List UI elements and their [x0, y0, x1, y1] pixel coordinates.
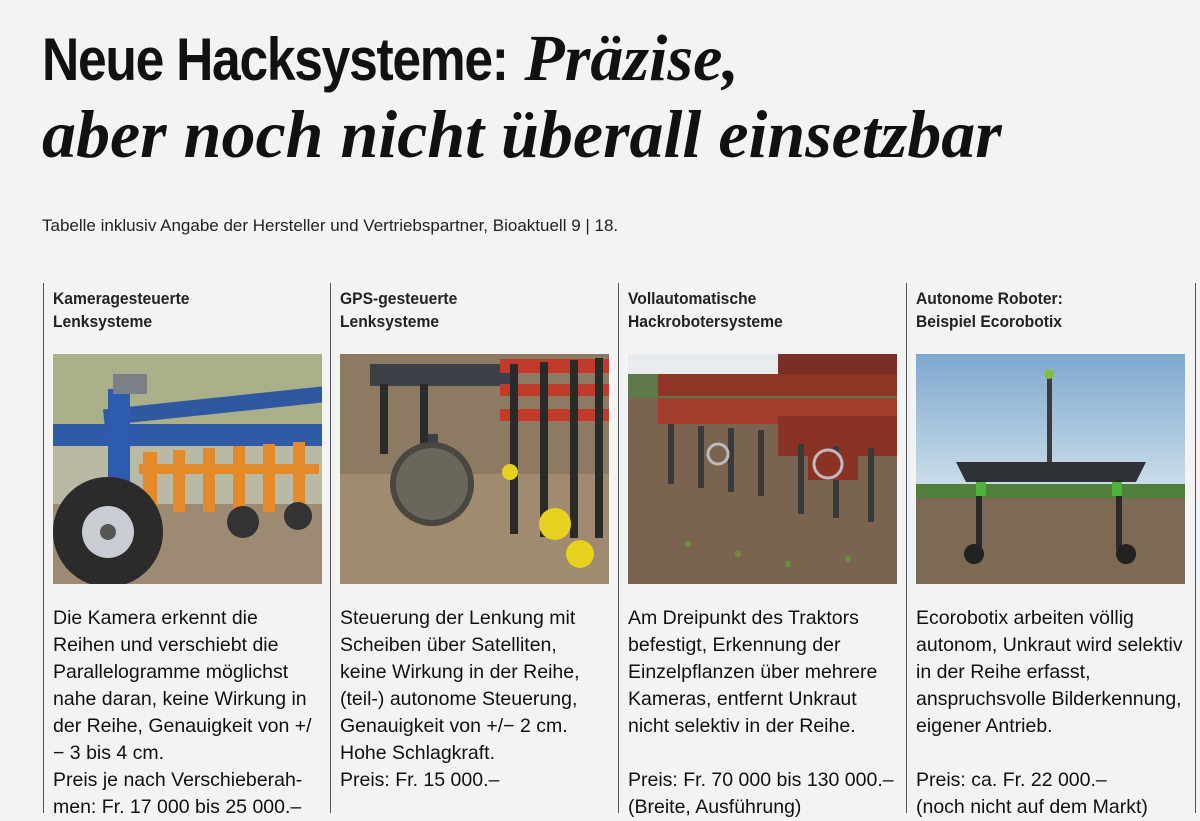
article-subtitle: Tabelle inklusiv Angabe der Hersteller und Vertriebspartner, Bioaktuell 9 | 18. — [42, 216, 619, 235]
column-text: Am Dreipunkt des Traktors befestigt, Erkennung der Einzelpflanzen über mehrere Kameras, entfernt Unkraut nicht selektiv in der Reihe. — [628, 607, 878, 737]
camera-steered-hoe-photo — [53, 354, 322, 584]
column-heading-line1: Vollautomatische — [628, 289, 757, 308]
column-hoe-robot-systems — [618, 283, 898, 818]
column-autonomous-robots — [906, 283, 1196, 818]
column-text: Die Kamera erkennt die Reihen und verschiebt die Parallelogramme möglichst nahe daran, keine Wirkung in der Reihe, Genauigkeit von +/− 3 bis 4 cm. — [53, 607, 312, 764]
column-price: Preis: Fr. 15 000.– — [340, 769, 500, 791]
column-heading-line1: Autonome Roboter: — [916, 289, 1063, 308]
column-camera-steering — [43, 283, 323, 818]
column-heading-line1: GPS-gesteuerte — [340, 289, 458, 308]
column-text: Ecorobotix arbeiten völlig autonom, Unkraut wird selektiv in der Reihe erfasst, anspruchsvolle Bilderkennung, eigener Antrieb. — [916, 607, 1183, 737]
column-text: Steuerung der Lenkung mit Scheiben über Satelliten, keine Wirkung in der Reihe, (teil-) autonome Steuerung, Genauigkeit von +/− 2 cm. Hohe Schlagkraft. — [340, 607, 580, 764]
ecorobotix-robot-photo — [916, 354, 1185, 584]
title-italic-line1: Präzise, — [524, 22, 739, 95]
title-italic-line2: aber noch nicht überall einsetzbar — [42, 96, 1002, 172]
column-description — [340, 605, 608, 794]
column-heading-line1: Kameragesteuerte — [53, 289, 190, 308]
title-bold: Neue Hacksysteme: — [42, 26, 508, 93]
column-price-cont: (Breite, Ausführung) — [628, 796, 802, 818]
column-description — [53, 605, 321, 821]
column-gps-steering — [330, 283, 610, 813]
column-heading-line2: Lenksysteme — [53, 312, 153, 331]
column-heading — [628, 287, 895, 333]
column-price: Preis: Fr. 70 000 bis 130 000.– — [628, 769, 894, 791]
hoe-robot-system-photo — [628, 354, 897, 584]
column-heading — [53, 287, 320, 333]
gps-steered-hoe-photo — [340, 354, 609, 584]
column-price-cont: (noch nicht auf dem Markt) — [916, 796, 1148, 818]
column-description — [916, 605, 1184, 821]
column-price: Preis je nach Verschieberah- — [53, 769, 303, 791]
column-heading-line2: Lenksysteme — [340, 312, 440, 331]
column-heading-line2: Hackrobotersysteme — [628, 312, 783, 331]
column-heading — [916, 287, 1183, 333]
column-heading-line2: Beispiel Ecorobotix — [916, 312, 1063, 331]
column-description — [628, 605, 896, 821]
column-price-cont: men: Fr. 17 000 bis 25 000.– — [53, 796, 302, 818]
article-title — [42, 22, 1182, 172]
column-heading — [340, 287, 607, 333]
column-price: Preis: ca. Fr. 22 000.– — [916, 769, 1107, 791]
